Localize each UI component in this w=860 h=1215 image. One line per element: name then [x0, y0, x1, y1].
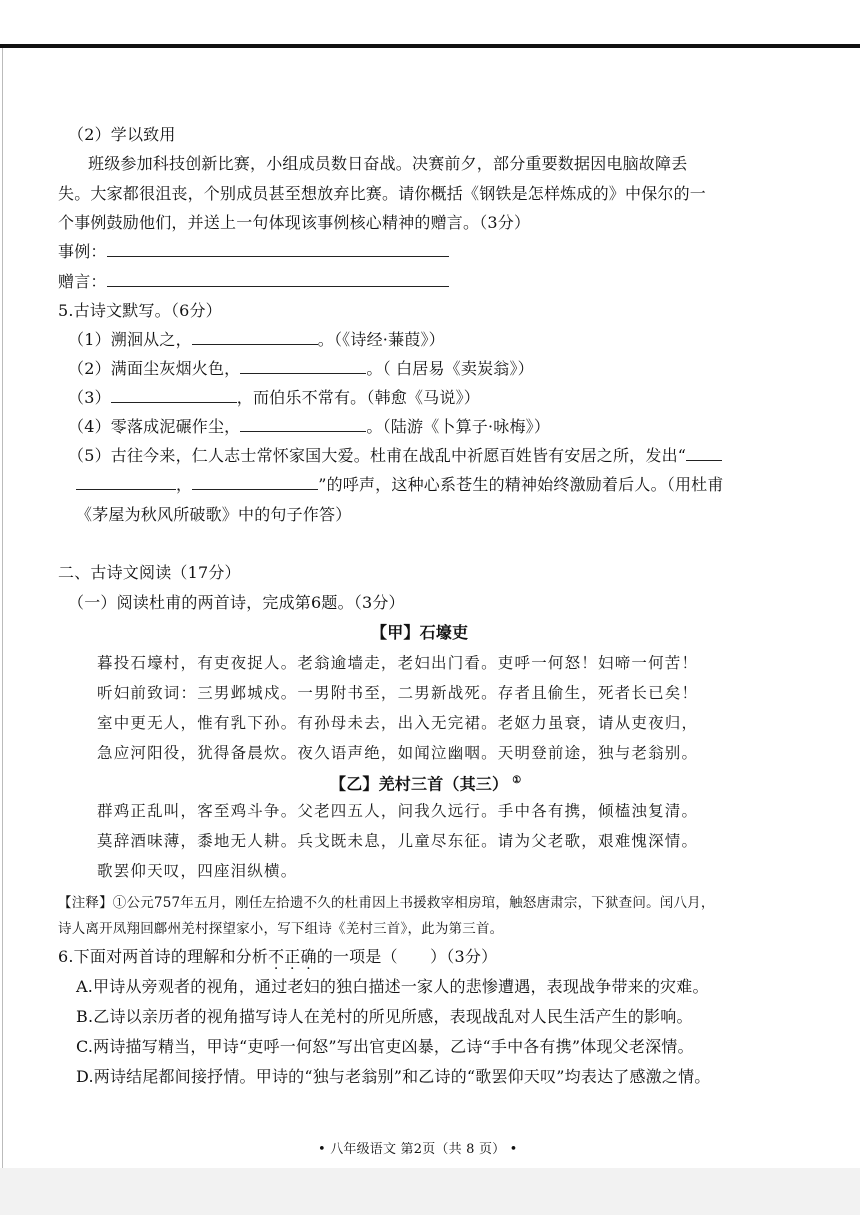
q5-blank-1[interactable]	[192, 329, 318, 345]
annotation-line2: 诗人离开凤翔回鄜州羌村探望家小，写下组诗《羌村三首》，此为第三首。	[58, 921, 504, 937]
q6-option-c: C.两诗描写精当，甲诗“吏呼一何怒”写出官吏凶暴，乙诗“手中各有携”体现父老深情。	[76, 1037, 694, 1056]
poem-b-line3: 歌罢仰天叹，四座泪纵横。	[97, 862, 298, 880]
poem-a-line3: 室中更无人，惟有乳下孙。有孙母未去，出入无完裙。老妪力虽衰，请从吏夜归，	[97, 714, 699, 732]
q5-line5-cont	[76, 474, 724, 496]
q5-l3-text: ，而伯乐不常有。（韩愈《马说》）	[236, 388, 480, 407]
q5-heading: 5.古诗文默写。（6分）	[58, 301, 222, 320]
q4-2-paragraph-line2: 失。大家都很沮丧，个别成员甚至想放弃比赛。请你概括《钢铁是怎样炼成的》中保尔的一	[58, 184, 707, 203]
q5-l1-text: （1）溯洄从之，	[68, 330, 192, 349]
q5-l2-source: 。（ 白居易《卖炭翁》）	[366, 359, 534, 378]
poem-a-line4: 急应河阳役，犹得备晨炊。夜久语声绝，如闻泣幽咽。天明登前途，独与老翁别。	[97, 744, 699, 762]
q5-line5-cont2: 《茅屋为秋风所破歌》中的句子作答）	[76, 505, 352, 524]
q6-stem-text: 6.下面对两首诗的理解和分析	[58, 947, 269, 966]
q5-l2-text: （2）满面尘灰烟火色，	[68, 359, 241, 378]
q5-l5-text: （5）古往今来，仁人志士常怀家国大爱。杜甫在战乱中祈愿百姓皆有安居之所，发出“	[68, 446, 687, 465]
motto-label: 赠言：	[58, 272, 107, 291]
q5-line3	[68, 387, 480, 409]
q4-2-heading: （2）学以致用	[68, 125, 176, 144]
q6-stem	[58, 946, 497, 968]
top-border	[0, 44, 860, 48]
poem-b-line2: 莫辞酒味薄，黍地无人耕。兵戈既未息，儿童尽东征。请为父老歌，艰难愧深情。	[97, 832, 699, 850]
poem-a-line2: 听妇前致词：三男邺城戍。一男附书至，二男新战死。存者且偷生，死者长已矣！	[97, 684, 699, 702]
section2-subheading: （一）阅读杜甫的两首诗，完成第6题。（3分）	[68, 593, 405, 612]
q5-line1	[68, 329, 445, 351]
q5-l1-source: 。（《诗经·蒹葭》）	[317, 330, 445, 349]
q6-emphasis-char-1: 不	[268, 947, 285, 966]
q5-blank-4[interactable]	[240, 416, 366, 432]
q5-l5-comma: ，	[176, 475, 193, 494]
q6-option-d: D.两诗结尾都间接抒情。甲诗的“独与老翁别”和乙诗的“歌罢仰天叹”均表达了感激之情。	[76, 1067, 711, 1086]
q6-emphasis-char-2: 正	[284, 947, 301, 966]
q5-blank-5a[interactable]	[686, 445, 722, 461]
left-edge-line	[2, 48, 3, 1168]
poem-b-title-row	[330, 770, 521, 795]
q5-blank-5c[interactable]	[192, 474, 318, 490]
q5-blank-5b[interactable]	[76, 474, 176, 490]
q5-line5	[68, 445, 722, 467]
page-footer: • 八年级语文 第2页（共 8 页） •	[318, 1142, 518, 1157]
q5-blank-2[interactable]	[240, 358, 366, 374]
example-label: 事例：	[58, 242, 107, 261]
q4-2-example-row	[58, 241, 449, 263]
q5-l4-source: 。（陆游《卜算子·咏梅》）	[366, 417, 551, 436]
q5-line4	[68, 416, 550, 438]
motto-answer-blank[interactable]	[107, 271, 449, 287]
q5-l5-text2: ”的呼声，这种心系苍生的精神始终激励着后人。（用杜甫	[318, 475, 724, 494]
q4-2-motto-row	[58, 271, 449, 293]
q4-2-paragraph-line1: 班级参加科技创新比赛，小组成员数日奋战。决赛前夕，部分重要数据因电脑故障丢	[88, 154, 688, 173]
q5-line2	[68, 358, 534, 380]
poem-b-note-mark: ①	[512, 775, 522, 786]
q6-option-b: B.乙诗以亲历者的视角描写诗人在羌村的所见所感，表现战乱对人民生活产生的影响。	[76, 1007, 693, 1026]
q5-blank-3[interactable]	[111, 387, 237, 403]
poem-b-line1: 群鸡正乱叫，客至鸡斗争。父老四五人，问我久远行。手中各有携，倾榼浊复清。	[97, 802, 699, 820]
poem-a-line1: 暮投石壕村，有吏夜捉人。老翁逾墙走，老妇出门看。吏呼一何怒！妇啼一何苦！	[97, 654, 699, 672]
page-bottom-shadow	[0, 1168, 860, 1215]
section2-heading: 二、古诗文阅读（17分）	[58, 563, 241, 582]
poem-b-title: 【乙】羌村三首（其三）	[330, 774, 509, 794]
example-answer-blank[interactable]	[107, 241, 449, 257]
poem-a-title: 【甲】石壕吏	[371, 623, 469, 642]
q5-l3-number: （3）	[68, 388, 111, 407]
q6-emphasis-char-3: 确	[300, 947, 317, 966]
q4-2-paragraph-line3: 个事例鼓励他们，并送上一句体现该事例核心精神的赠言。（3分）	[58, 213, 531, 232]
q6-option-a: A.甲诗从旁观者的视角，通过老妇的独白描述一家人的悲惨遭遇，表现战争带来的灾难。	[76, 977, 709, 996]
q6-stem-end: 的一项是（ ）（3分）	[316, 947, 498, 966]
annotation-line1: 【注释】①公元757年五月，刚任左拾遗不久的杜甫因上书援救宰相房琯，触怒唐肃宗，下狱查问。闰八月，	[58, 895, 715, 911]
q5-l4-text: （4）零落成泥碾作尘，	[68, 417, 241, 436]
